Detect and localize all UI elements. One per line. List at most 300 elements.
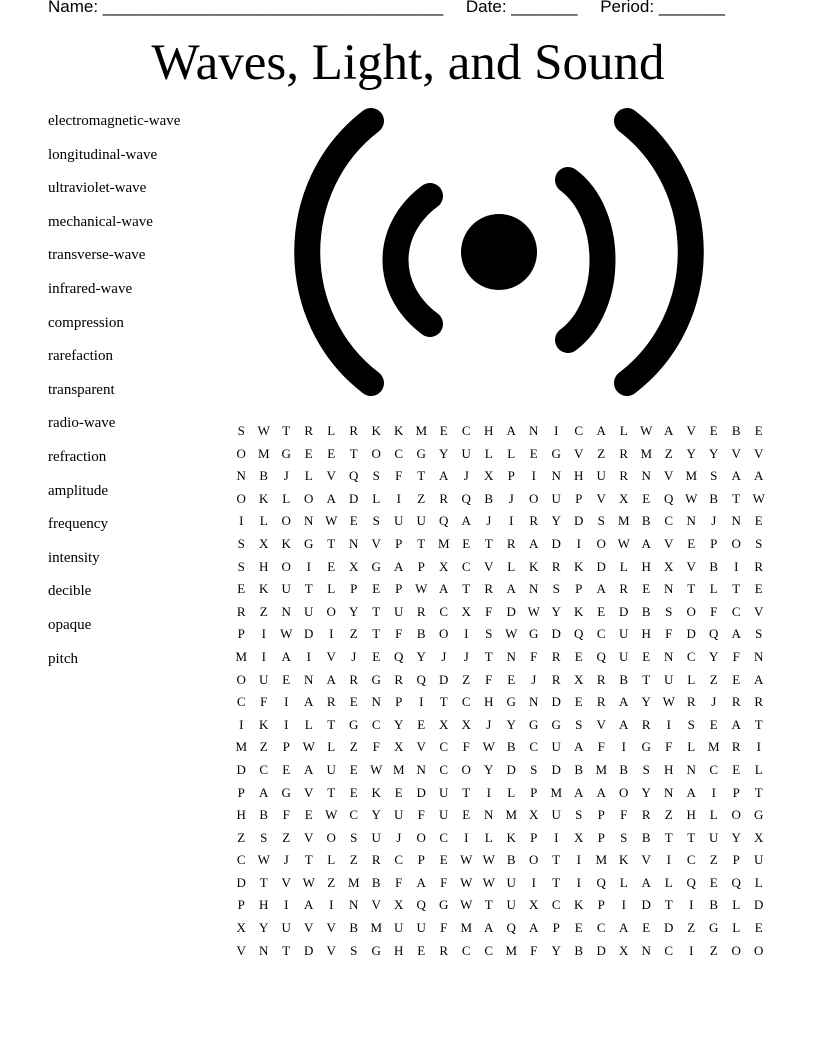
- grid-letter[interactable]: U: [439, 784, 449, 800]
- grid-letter[interactable]: P: [530, 784, 538, 800]
- grid-letter[interactable]: T: [349, 445, 358, 461]
- grid-letter[interactable]: P: [237, 784, 245, 800]
- grid-letter[interactable]: T: [327, 535, 336, 551]
- grid-letter[interactable]: A: [731, 468, 741, 484]
- grid-letter[interactable]: I: [486, 784, 491, 800]
- grid-letter[interactable]: W: [460, 897, 473, 913]
- grid-letter[interactable]: R: [619, 445, 629, 461]
- grid-letter[interactable]: Y: [551, 513, 561, 529]
- grid-letter[interactable]: V: [754, 445, 764, 461]
- grid-letter[interactable]: L: [507, 558, 516, 574]
- grid-letter[interactable]: S: [485, 626, 493, 642]
- grid-letter[interactable]: T: [282, 423, 291, 438]
- grid-letter[interactable]: O: [326, 829, 336, 845]
- grid-letter[interactable]: R: [551, 648, 561, 664]
- grid-letter[interactable]: X: [529, 897, 539, 913]
- grid-letter[interactable]: F: [462, 739, 470, 755]
- grid-letter[interactable]: Z: [259, 739, 268, 755]
- grid-letter[interactable]: F: [597, 739, 605, 755]
- grid-letter[interactable]: E: [237, 581, 246, 597]
- grid-letter[interactable]: V: [754, 603, 764, 619]
- grid-letter[interactable]: P: [732, 852, 740, 868]
- grid-letter[interactable]: D: [619, 603, 629, 619]
- grid-letter[interactable]: L: [484, 445, 493, 461]
- grid-letter[interactable]: N: [641, 468, 651, 484]
- grid-letter[interactable]: W: [617, 535, 630, 551]
- grid-letter[interactable]: L: [664, 874, 673, 890]
- grid-letter[interactable]: W: [482, 852, 495, 868]
- grid-letter[interactable]: J: [508, 490, 514, 506]
- grid-letter[interactable]: N: [754, 648, 764, 664]
- grid-letter[interactable]: R: [304, 423, 314, 438]
- grid-letter[interactable]: H: [484, 423, 494, 438]
- grid-letter[interactable]: I: [306, 648, 311, 664]
- grid-letter[interactable]: S: [237, 558, 245, 574]
- grid-letter[interactable]: I: [576, 874, 581, 890]
- grid-letter[interactable]: S: [530, 761, 538, 777]
- grid-letter[interactable]: J: [441, 648, 447, 664]
- grid-letter[interactable]: I: [734, 558, 739, 574]
- grid-letter[interactable]: U: [506, 897, 516, 913]
- grid-letter[interactable]: E: [394, 784, 403, 800]
- grid-letter[interactable]: M: [707, 739, 720, 755]
- grid-letter[interactable]: O: [281, 558, 291, 574]
- grid-letter[interactable]: J: [283, 468, 289, 484]
- grid-letter[interactable]: E: [709, 716, 718, 732]
- grid-letter[interactable]: C: [439, 603, 449, 619]
- grid-letter[interactable]: V: [281, 874, 291, 890]
- grid-letter[interactable]: R: [394, 671, 404, 687]
- grid-letter[interactable]: R: [754, 694, 764, 710]
- grid-letter[interactable]: B: [484, 490, 494, 506]
- grid-letter[interactable]: C: [484, 942, 494, 958]
- grid-letter[interactable]: T: [462, 581, 471, 597]
- grid-letter[interactable]: M: [640, 445, 653, 461]
- grid-letter[interactable]: X: [664, 558, 674, 574]
- grid-letter[interactable]: S: [755, 626, 763, 642]
- grid-letter[interactable]: U: [304, 603, 314, 619]
- grid-letter[interactable]: W: [505, 626, 518, 642]
- grid-letter[interactable]: M: [437, 535, 450, 551]
- grid-letter[interactable]: D: [349, 490, 359, 506]
- grid-letter[interactable]: W: [257, 423, 270, 438]
- grid-letter[interactable]: S: [575, 716, 583, 732]
- grid-letter[interactable]: W: [302, 739, 315, 755]
- grid-letter[interactable]: G: [371, 558, 381, 574]
- grid-letter[interactable]: A: [619, 694, 629, 710]
- grid-letter[interactable]: Q: [394, 648, 404, 664]
- grid-letter[interactable]: O: [236, 445, 246, 461]
- grid-letter[interactable]: V: [236, 942, 246, 958]
- grid-letter[interactable]: N: [416, 761, 426, 777]
- grid-letter[interactable]: D: [236, 761, 246, 777]
- grid-letter[interactable]: B: [259, 807, 269, 823]
- grid-letter[interactable]: A: [529, 920, 539, 936]
- grid-letter[interactable]: P: [282, 739, 290, 755]
- grid-letter[interactable]: H: [259, 897, 269, 913]
- grid-letter[interactable]: F: [665, 739, 673, 755]
- grid-letter[interactable]: G: [709, 920, 719, 936]
- grid-letter[interactable]: R: [439, 490, 449, 506]
- grid-letter[interactable]: Y: [641, 784, 651, 800]
- grid-letter[interactable]: R: [686, 694, 696, 710]
- grid-letter[interactable]: L: [619, 423, 628, 438]
- grid-letter[interactable]: E: [349, 784, 358, 800]
- grid-letter[interactable]: C: [551, 897, 561, 913]
- grid-letter[interactable]: I: [576, 852, 581, 868]
- grid-letter[interactable]: P: [552, 920, 560, 936]
- grid-letter[interactable]: C: [461, 423, 471, 438]
- grid-letter[interactable]: U: [394, 920, 404, 936]
- grid-letter[interactable]: U: [619, 626, 629, 642]
- grid-letter[interactable]: I: [284, 897, 289, 913]
- grid-letter[interactable]: B: [506, 852, 516, 868]
- grid-letter[interactable]: A: [529, 535, 539, 551]
- grid-letter[interactable]: S: [597, 513, 605, 529]
- grid-letter[interactable]: Q: [349, 468, 359, 484]
- grid-letter[interactable]: E: [462, 535, 471, 551]
- grid-letter[interactable]: L: [259, 513, 268, 529]
- grid-letter[interactable]: B: [619, 671, 629, 687]
- grid-letter[interactable]: Z: [417, 490, 426, 506]
- grid-letter[interactable]: E: [642, 648, 651, 664]
- grid-letter[interactable]: A: [641, 535, 651, 551]
- grid-letter[interactable]: K: [281, 535, 291, 551]
- grid-letter[interactable]: S: [260, 829, 268, 845]
- grid-letter[interactable]: T: [372, 626, 381, 642]
- grid-letter[interactable]: W: [482, 739, 495, 755]
- grid-letter[interactable]: Q: [664, 490, 674, 506]
- grid-letter[interactable]: R: [506, 535, 516, 551]
- grid-letter[interactable]: O: [619, 784, 629, 800]
- grid-letter[interactable]: O: [731, 807, 741, 823]
- grid-letter[interactable]: U: [664, 671, 674, 687]
- grid-letter[interactable]: X: [394, 897, 404, 913]
- grid-letter[interactable]: S: [687, 716, 695, 732]
- grid-letter[interactable]: C: [596, 626, 606, 642]
- grid-letter[interactable]: D: [551, 761, 561, 777]
- grid-letter[interactable]: A: [416, 874, 426, 890]
- grid-letter[interactable]: E: [754, 920, 763, 936]
- grid-letter[interactable]: M: [505, 807, 518, 823]
- grid-letter[interactable]: U: [551, 739, 561, 755]
- grid-letter[interactable]: A: [394, 558, 404, 574]
- grid-letter[interactable]: O: [281, 513, 291, 529]
- grid-letter[interactable]: I: [576, 535, 581, 551]
- grid-letter[interactable]: A: [439, 468, 449, 484]
- grid-letter[interactable]: I: [531, 468, 536, 484]
- grid-letter[interactable]: E: [529, 445, 538, 461]
- grid-letter[interactable]: Y: [506, 716, 516, 732]
- grid-letter[interactable]: T: [754, 716, 763, 732]
- grid-letter[interactable]: X: [461, 716, 471, 732]
- grid-letter[interactable]: S: [372, 468, 380, 484]
- grid-letter[interactable]: G: [754, 807, 764, 823]
- grid-letter[interactable]: J: [711, 513, 717, 529]
- grid-letter[interactable]: A: [326, 490, 336, 506]
- grid-letter[interactable]: U: [619, 648, 629, 664]
- grid-letter[interactable]: N: [731, 513, 741, 529]
- grid-letter[interactable]: G: [416, 445, 426, 461]
- grid-letter[interactable]: J: [486, 716, 492, 732]
- grid-letter[interactable]: Q: [416, 671, 426, 687]
- grid-letter[interactable]: O: [416, 829, 426, 845]
- grid-letter[interactable]: G: [551, 716, 561, 732]
- grid-letter[interactable]: P: [237, 897, 245, 913]
- grid-letter[interactable]: T: [552, 852, 561, 868]
- grid-letter[interactable]: T: [664, 829, 673, 845]
- grid-letter[interactable]: U: [326, 761, 336, 777]
- grid-letter[interactable]: L: [507, 784, 516, 800]
- grid-letter[interactable]: W: [460, 874, 473, 890]
- grid-letter[interactable]: W: [325, 807, 338, 823]
- grid-letter[interactable]: L: [327, 423, 336, 438]
- grid-letter[interactable]: B: [731, 423, 741, 438]
- grid-letter[interactable]: C: [439, 761, 449, 777]
- grid-letter[interactable]: J: [351, 648, 357, 664]
- grid-letter[interactable]: Z: [237, 829, 246, 845]
- grid-letter[interactable]: L: [709, 581, 718, 597]
- grid-letter[interactable]: P: [417, 852, 425, 868]
- grid-letter[interactable]: V: [664, 468, 674, 484]
- grid-letter[interactable]: N: [349, 535, 359, 551]
- grid-letter[interactable]: X: [461, 603, 471, 619]
- grid-letter[interactable]: F: [485, 671, 493, 687]
- grid-letter[interactable]: L: [327, 852, 336, 868]
- grid-letter[interactable]: M: [257, 445, 270, 461]
- grid-letter[interactable]: W: [302, 874, 315, 890]
- grid-letter[interactable]: A: [574, 739, 584, 755]
- grid-letter[interactable]: P: [237, 626, 245, 642]
- grid-letter[interactable]: J: [463, 468, 469, 484]
- grid-letter[interactable]: B: [619, 761, 629, 777]
- grid-letter[interactable]: B: [259, 468, 269, 484]
- grid-letter[interactable]: P: [530, 829, 538, 845]
- grid-letter[interactable]: S: [552, 581, 560, 597]
- grid-letter[interactable]: D: [236, 874, 246, 890]
- grid-letter[interactable]: Q: [731, 874, 741, 890]
- grid-letter[interactable]: T: [484, 648, 493, 664]
- grid-letter[interactable]: W: [415, 581, 428, 597]
- grid-letter[interactable]: J: [396, 829, 402, 845]
- grid-letter[interactable]: A: [596, 423, 606, 438]
- grid-letter[interactable]: C: [439, 829, 449, 845]
- grid-letter[interactable]: L: [619, 558, 628, 574]
- grid-letter[interactable]: U: [394, 807, 404, 823]
- grid-letter[interactable]: T: [462, 784, 471, 800]
- grid-letter[interactable]: I: [666, 852, 671, 868]
- grid-letter[interactable]: A: [304, 694, 314, 710]
- grid-letter[interactable]: E: [687, 535, 696, 551]
- grid-letter[interactable]: R: [551, 558, 561, 574]
- grid-letter[interactable]: C: [439, 739, 449, 755]
- grid-letter[interactable]: G: [371, 942, 381, 958]
- grid-letter[interactable]: D: [439, 671, 449, 687]
- grid-letter[interactable]: S: [350, 942, 358, 958]
- grid-letter[interactable]: Y: [641, 694, 651, 710]
- grid-letter[interactable]: U: [754, 852, 764, 868]
- grid-letter[interactable]: N: [371, 694, 381, 710]
- grid-letter[interactable]: W: [460, 852, 473, 868]
- grid-letter[interactable]: W: [370, 761, 383, 777]
- grid-letter[interactable]: E: [417, 716, 426, 732]
- grid-letter[interactable]: X: [259, 535, 269, 551]
- grid-letter[interactable]: E: [349, 513, 358, 529]
- grid-letter[interactable]: F: [282, 807, 290, 823]
- grid-letter[interactable]: E: [754, 423, 763, 438]
- grid-letter[interactable]: R: [596, 694, 606, 710]
- grid-letter[interactable]: L: [327, 581, 336, 597]
- grid-letter[interactable]: B: [416, 626, 426, 642]
- grid-letter[interactable]: P: [575, 490, 583, 506]
- grid-letter[interactable]: Y: [439, 445, 449, 461]
- grid-letter[interactable]: N: [551, 468, 561, 484]
- grid-letter[interactable]: O: [686, 603, 696, 619]
- grid-letter[interactable]: T: [304, 581, 313, 597]
- grid-letter[interactable]: D: [304, 626, 314, 642]
- grid-letter[interactable]: I: [284, 694, 289, 710]
- grid-letter[interactable]: E: [304, 807, 313, 823]
- grid-letter[interactable]: F: [395, 874, 403, 890]
- grid-letter[interactable]: T: [687, 829, 696, 845]
- grid-letter[interactable]: A: [484, 920, 494, 936]
- grid-letter[interactable]: U: [259, 671, 269, 687]
- grid-letter[interactable]: C: [236, 694, 246, 710]
- grid-letter[interactable]: R: [619, 468, 629, 484]
- grid-letter[interactable]: V: [326, 468, 336, 484]
- grid-letter[interactable]: V: [596, 490, 606, 506]
- grid-letter[interactable]: I: [756, 739, 761, 755]
- grid-letter[interactable]: A: [574, 784, 584, 800]
- grid-letter[interactable]: V: [304, 920, 314, 936]
- grid-letter[interactable]: E: [574, 694, 583, 710]
- grid-letter[interactable]: Z: [664, 445, 673, 461]
- grid-letter[interactable]: E: [754, 581, 763, 597]
- grid-letter[interactable]: A: [304, 761, 314, 777]
- grid-letter[interactable]: L: [304, 716, 313, 732]
- grid-letter[interactable]: Q: [506, 920, 516, 936]
- grid-letter[interactable]: F: [620, 807, 628, 823]
- grid-letter[interactable]: B: [641, 513, 651, 529]
- grid-letter[interactable]: L: [687, 739, 696, 755]
- grid-letter[interactable]: T: [282, 942, 291, 958]
- grid-letter[interactable]: C: [596, 920, 606, 936]
- grid-letter[interactable]: V: [304, 829, 314, 845]
- grid-letter[interactable]: P: [417, 558, 425, 574]
- grid-letter[interactable]: W: [325, 513, 338, 529]
- grid-letter[interactable]: M: [415, 423, 428, 438]
- grid-letter[interactable]: C: [574, 423, 584, 438]
- grid-letter[interactable]: Z: [282, 829, 291, 845]
- grid-letter[interactable]: P: [597, 829, 605, 845]
- grid-letter[interactable]: Y: [371, 807, 381, 823]
- grid-letter[interactable]: W: [752, 490, 765, 506]
- grid-letter[interactable]: P: [507, 468, 515, 484]
- grid-letter[interactable]: O: [236, 490, 246, 506]
- grid-letter[interactable]: O: [596, 535, 606, 551]
- grid-letter[interactable]: F: [485, 603, 493, 619]
- grid-letter[interactable]: M: [460, 920, 473, 936]
- grid-letter[interactable]: O: [529, 852, 539, 868]
- grid-letter[interactable]: S: [710, 468, 718, 484]
- grid-letter[interactable]: I: [464, 626, 469, 642]
- grid-letter[interactable]: T: [259, 874, 268, 890]
- grid-letter[interactable]: I: [306, 558, 311, 574]
- grid-letter[interactable]: C: [461, 694, 471, 710]
- grid-letter[interactable]: R: [349, 423, 359, 438]
- grid-letter[interactable]: C: [461, 558, 471, 574]
- grid-letter[interactable]: L: [709, 807, 718, 823]
- grid-letter[interactable]: G: [529, 716, 539, 732]
- grid-letter[interactable]: G: [281, 445, 291, 461]
- grid-letter[interactable]: A: [461, 513, 471, 529]
- grid-letter[interactable]: N: [304, 513, 314, 529]
- grid-letter[interactable]: U: [281, 581, 291, 597]
- grid-letter[interactable]: O: [731, 535, 741, 551]
- grid-letter[interactable]: G: [641, 739, 651, 755]
- grid-letter[interactable]: J: [463, 648, 469, 664]
- grid-letter[interactable]: R: [236, 603, 246, 619]
- grid-letter[interactable]: E: [709, 874, 718, 890]
- grid-letter[interactable]: B: [574, 942, 584, 958]
- grid-letter[interactable]: S: [620, 829, 628, 845]
- grid-letter[interactable]: C: [259, 761, 269, 777]
- grid-letter[interactable]: G: [304, 535, 314, 551]
- grid-letter[interactable]: H: [484, 694, 494, 710]
- grid-letter[interactable]: E: [574, 648, 583, 664]
- grid-letter[interactable]: T: [732, 490, 741, 506]
- grid-letter[interactable]: X: [236, 920, 246, 936]
- grid-letter[interactable]: I: [711, 784, 716, 800]
- grid-letter[interactable]: J: [283, 852, 289, 868]
- grid-letter[interactable]: W: [685, 490, 698, 506]
- grid-letter[interactable]: A: [754, 468, 764, 484]
- grid-letter[interactable]: U: [506, 874, 516, 890]
- grid-letter[interactable]: A: [664, 423, 674, 438]
- grid-letter[interactable]: M: [235, 739, 248, 755]
- name-field[interactable]: Name: ____________________________________: [48, 0, 444, 16]
- grid-letter[interactable]: Y: [551, 603, 561, 619]
- grid-letter[interactable]: Z: [709, 852, 718, 868]
- grid-letter[interactable]: R: [641, 716, 651, 732]
- grid-letter[interactable]: B: [506, 739, 516, 755]
- grid-letter[interactable]: D: [506, 761, 516, 777]
- grid-letter[interactable]: N: [259, 942, 269, 958]
- grid-letter[interactable]: K: [529, 558, 539, 574]
- grid-letter[interactable]: Z: [597, 445, 606, 461]
- grid-letter[interactable]: F: [440, 920, 448, 936]
- grid-letter[interactable]: T: [417, 468, 426, 484]
- grid-letter[interactable]: W: [527, 603, 540, 619]
- grid-letter[interactable]: R: [731, 739, 741, 755]
- grid-letter[interactable]: Y: [349, 603, 359, 619]
- grid-letter[interactable]: E: [439, 423, 448, 438]
- grid-letter[interactable]: D: [551, 535, 561, 551]
- grid-letter[interactable]: V: [641, 852, 651, 868]
- grid-letter[interactable]: M: [235, 648, 248, 664]
- grid-letter[interactable]: T: [304, 852, 313, 868]
- grid-letter[interactable]: F: [260, 694, 268, 710]
- grid-letter[interactable]: F: [440, 874, 448, 890]
- grid-letter[interactable]: R: [484, 581, 494, 597]
- grid-letter[interactable]: E: [304, 445, 313, 461]
- grid-letter[interactable]: X: [619, 490, 629, 506]
- grid-letter[interactable]: E: [372, 648, 381, 664]
- grid-letter[interactable]: G: [551, 445, 561, 461]
- grid-letter[interactable]: Z: [687, 920, 696, 936]
- grid-letter[interactable]: C: [236, 852, 246, 868]
- grid-letter[interactable]: C: [664, 513, 674, 529]
